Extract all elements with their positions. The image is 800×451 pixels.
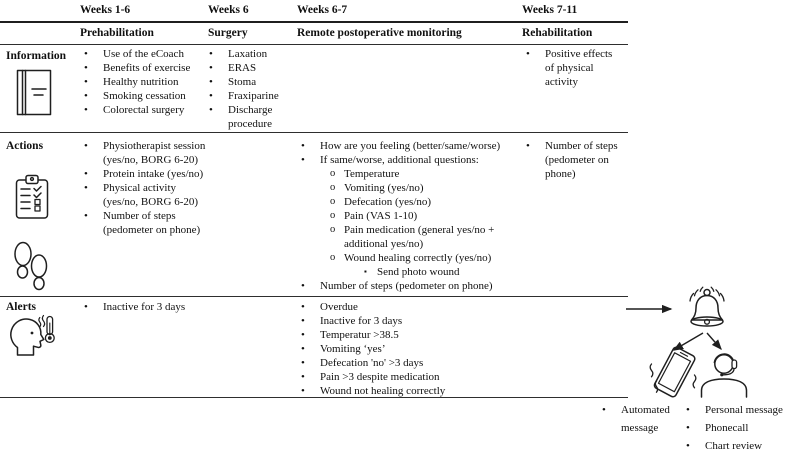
week-header-remote: Weeks 6-7 — [297, 4, 348, 16]
list-item: • Pain >3 despite medication — [297, 370, 527, 384]
list-item: • If same/worse, additional questions: — [297, 153, 527, 167]
list-item: • Inactive for 3 days — [297, 314, 527, 328]
list-item: • Physical activity (yes/no, BORG 6-20) — [80, 181, 208, 209]
list-item: • How are you feeling (better/same/worse) — [297, 139, 527, 153]
week-header-prehabilitation: Weeks 1-6 — [80, 4, 131, 16]
list-item: • Number of steps (pedometer on phone) — [80, 209, 208, 237]
cell-alerts-prehabilitation — [80, 300, 280, 314]
list-item: o Pain medication (general yes/no + additional yes/no) — [297, 223, 527, 251]
checklist-icon — [15, 174, 49, 220]
cell-actions-prehabilitation — [80, 139, 208, 237]
list-item: • Vomiting ‘yes’ — [297, 342, 527, 356]
list-item: • Personal message — [682, 401, 800, 419]
list-item: • Smoking cessation — [80, 89, 208, 103]
cell-actions-remote — [297, 139, 527, 293]
list-item: o Temperature — [297, 167, 527, 181]
list-item: • Positive effects of physical activity — [522, 47, 620, 89]
table-rule-under-phases — [0, 44, 628, 45]
list-item: • Automated message — [598, 401, 690, 437]
list-item: ▪ Send photo wound — [297, 265, 527, 279]
list-item: • Number of steps (pedometer on phone) — [297, 279, 527, 293]
phase-header-remote: Remote postoperative monitoring — [297, 27, 462, 39]
list-item: • Inactive for 3 days — [80, 300, 280, 314]
cell-alerts-remote — [297, 300, 527, 398]
list-item: • Colorectal surgery — [80, 103, 208, 117]
list-item: • Defecation 'no' >3 days — [297, 356, 527, 370]
list-item: • Physiotherapist session (yes/no, BORG 6-20) — [80, 139, 208, 167]
row-label-alerts: Alerts — [6, 301, 37, 313]
list-item: • Protein intake (yes/no) — [80, 167, 208, 181]
list-item: • Benefits of exercise — [80, 61, 208, 75]
list-personal-response — [682, 401, 800, 451]
list-item: • Discharge procedure — [205, 103, 293, 131]
ringing-bell-icon — [683, 284, 731, 336]
table-rule-actions-alerts — [0, 296, 628, 297]
list-item: • Wound not healing correctly — [297, 384, 527, 398]
table-rule-top — [0, 21, 628, 23]
cell-information-surgery — [205, 47, 293, 131]
row-label-information: Information — [6, 50, 67, 62]
list-item: • ERAS — [205, 61, 293, 75]
cell-information-prehabilitation — [80, 47, 208, 117]
list-item: o Vomiting (yes/no) — [297, 181, 527, 195]
list-item: • Stoma — [205, 75, 293, 89]
list-item: • Use of the eCoach — [80, 47, 208, 61]
support-agent-icon — [698, 348, 752, 398]
cell-actions-rehabilitation — [522, 139, 620, 181]
list-item: • Phonecall — [682, 419, 800, 437]
list-item: • Overdue — [297, 300, 527, 314]
footprints-icon — [13, 241, 49, 295]
row-label-actions: Actions — [6, 140, 44, 152]
arrow-right-icon — [625, 302, 681, 316]
list-automated-response — [598, 401, 690, 437]
list-item: • Chart review — [682, 437, 800, 451]
phase-header-rehabilitation: Rehabilitation — [522, 27, 593, 39]
phase-header-surgery: Surgery — [208, 27, 248, 39]
list-item: • Healthy nutrition — [80, 75, 208, 89]
cell-information-rehabilitation — [522, 47, 620, 89]
list-item: • Temperatur >38.5 — [297, 328, 527, 342]
list-item: • Laxation — [205, 47, 293, 61]
fever-head-icon — [4, 309, 56, 361]
list-item: o Wound healing correctly (yes/no) — [297, 251, 527, 265]
week-header-rehabilitation: Weeks 7-11 — [522, 4, 578, 16]
phase-header-prehabilitation: Prehabilitation — [80, 27, 154, 39]
list-item: • Fraxiparine — [205, 89, 293, 103]
table-rule-information-actions — [0, 132, 628, 133]
list-item: o Pain (VAS 1-10) — [297, 209, 527, 223]
week-header-surgery: Weeks 6 — [208, 4, 249, 16]
list-item: o Defecation (yes/no) — [297, 195, 527, 209]
vibrating-phone-icon — [644, 344, 702, 404]
list-item: • Number of steps (pedometer on phone) — [522, 139, 620, 181]
book-icon — [16, 69, 54, 117]
